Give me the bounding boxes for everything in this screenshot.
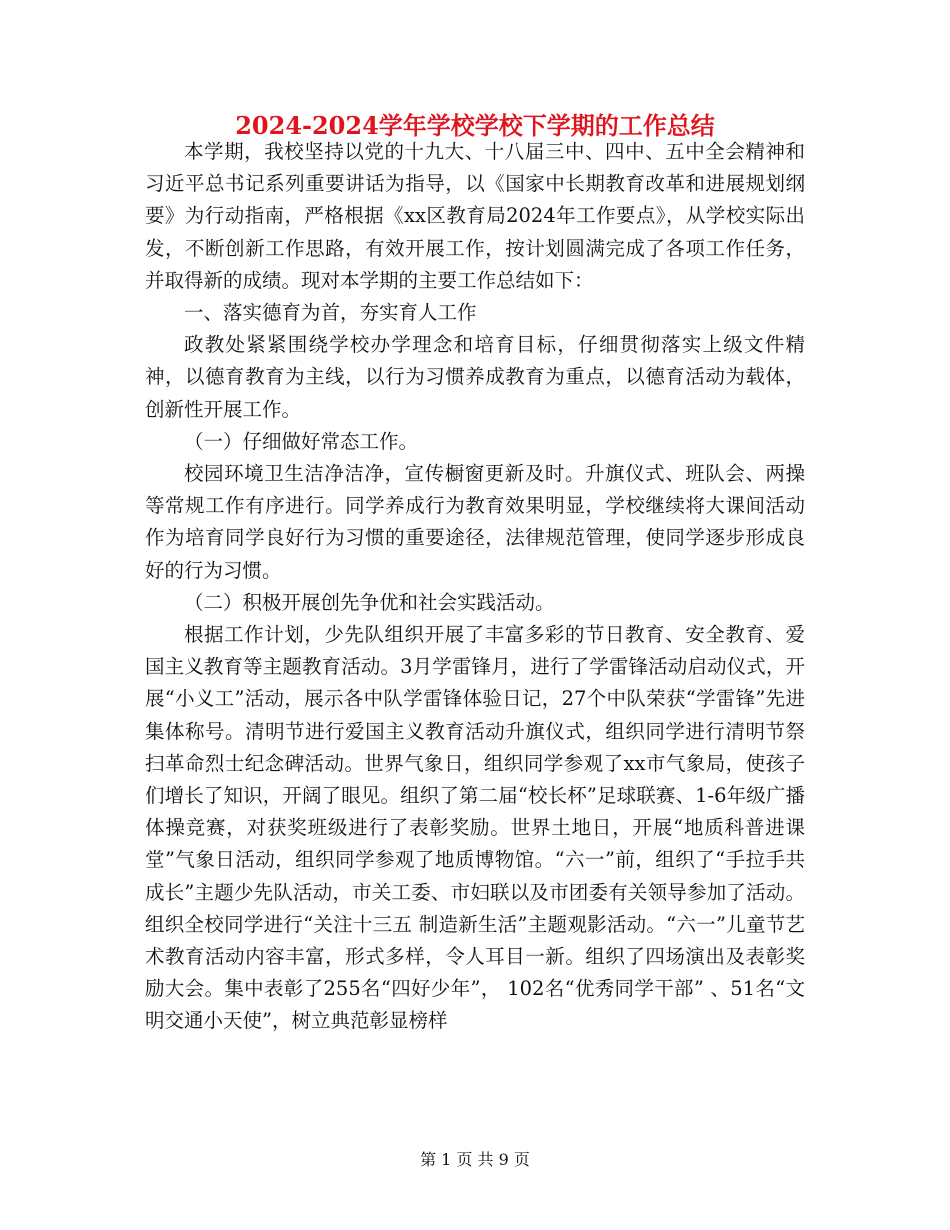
paragraph-intro: 本学期，我校坚持以党的十九大、十八届三中、四中、五中全会精神和习近平总书记系列重要讲话为指导，以《国家中长期教育改革和进展规划纲要》为行动指南，严格根据《xx区教育局2024年工作要点》，从学校实际出发，不断创新工作思路，有效开展工作，按计划圆满完成了各项工作任务，并取得新的成绩。现对本学期的主要工作总结如下： <box>145 140 805 292</box>
paragraph-subsection-1: 校园环境卫生洁净洁净，宣传橱窗更新及时。升旗仪式、班队会、两操等常规工作有序进行。同学养成行为教育效果明显，学校继续将大课间活动作为培育同学良好行为习惯的重要途径，法律规范管理，使同学逐步形成良好的行为习惯。 <box>145 462 805 582</box>
document-title: 2024-2024学年学校学校下学期的工作总结 <box>235 111 715 140</box>
subsection-heading-1: （一）仔细做好常态工作。 <box>184 429 419 453</box>
page-footer: 第 1 页 共 9 页 <box>420 1150 530 1169</box>
subsection-heading-2: （二）积极开展创先争优和社会实践活动。 <box>184 590 555 614</box>
document-body <box>145 136 805 1038</box>
section-heading-1: 一、落实德育为首，夯实育人工作 <box>184 301 477 325</box>
paragraph-subsection-2: 根据工作计划，少先队组织开展了丰富多彩的节日教育、安全教育、爱国主义教育等主题教育活动。3月学雷锋月，进行了学雷锋活动启动仪式，开展“小义工”活动，展示各中队学雷锋体验日记，27个中队荣获“学雷锋”先进集体称号。清明节进行爱国主义教育活动升旗仪式，组织同学进行清明节祭扫革命烈士纪念碑活动。世界气象日，组织同学参观了xx市气象局，使孩子们增长了知识，开阔了眼见。组织了第二届“校长杯”足球联赛、1-6年级广播体操竞赛，对获奖班级进行了表彰奖励。世界土地日，开展“地质科普进课堂”气象日活动，组织同学参观了地质博物馆。“六一”前，组织了“手拉手共成长”主题少先队活动，市关工委、市妇联以及市团委有关领导参加了活动。组织全校同学进行“关注十三五 制造新生活”主题观影活动。“六一”儿童节艺术教育活动内容丰富，形式多样，令人耳目一新。组织了四场演出及表彰奖励大会。集中表彰了255名“四好少年”， 102名“优秀同学干部” 、51名“文明交通小天使”，树立典范彰显榜样 <box>145 623 805 1033</box>
paragraph-section-1: 政教处紧紧围绕学校办学理念和培育目标，仔细贯彻落实上级文件精神，以德育教育为主线，以行为习惯养成教育为重点，以德育活动为载体，创新性开展工作。 <box>145 333 805 421</box>
